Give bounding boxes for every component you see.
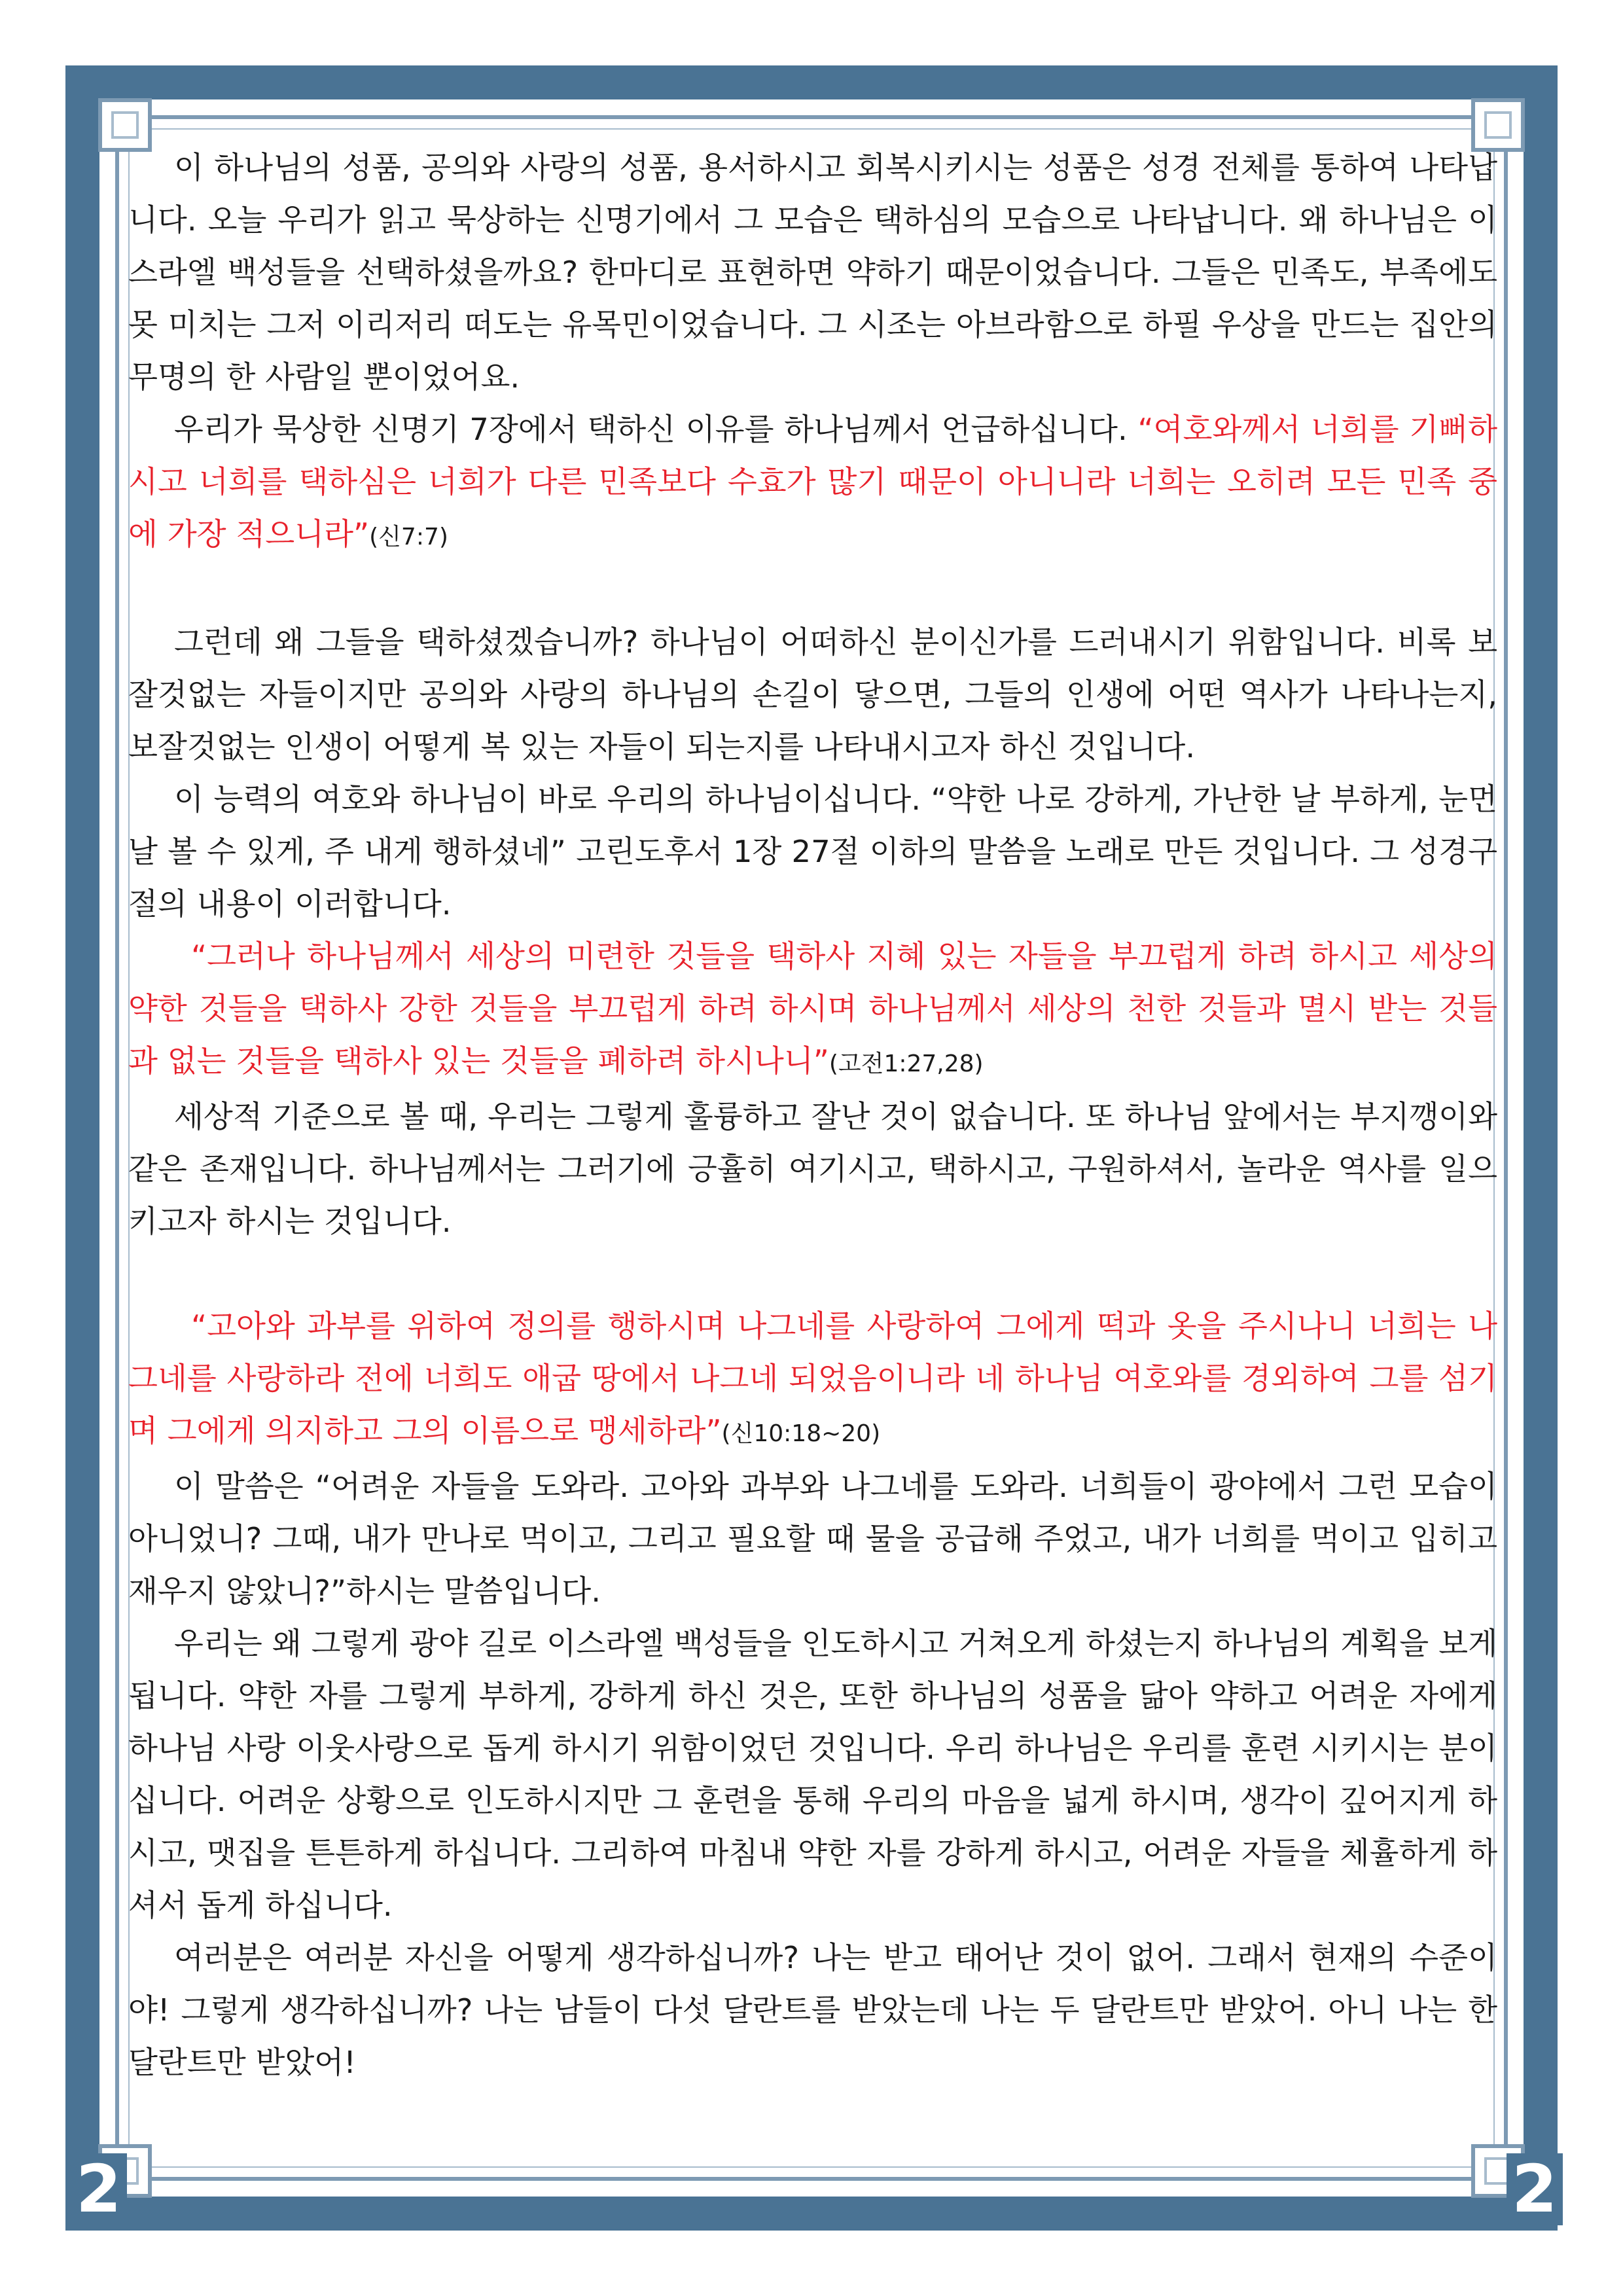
paragraph <box>128 403 1497 564</box>
scripture-reference: (신10:18~20) <box>721 1420 881 1447</box>
scripture-quote-block <box>128 930 1497 1090</box>
body-text <box>128 141 1497 2089</box>
paragraph: 세상적 기준으로 볼 때, 우리는 그렇게 훌륭하고 잘난 것이 없습니다. 또 하나님 앞에서는 부지깽이와 같은 존재입니다. 하나님께서는 그러기에 긍휼히 여기시고, 택하시고, 구원하셔서, 놀라운 역사를 일으키고자 하시는 것입니다. <box>128 1099 1497 1239</box>
scripture-reference: (신7:7) <box>369 524 448 550</box>
scripture-quote: “여호와께서 너희를 기뻐하시고 너희를 택하심은 너희가 다른 민족보다 수효가 많기 때문이 아니니라 너희는 오히려 모든 민족 중에 가장 적으니라” <box>128 412 1498 552</box>
scripture-quote: “그러나 하나님께서 세상의 미련한 것들을 택하사 지혜 있는 자들을 부끄럽게 하려 하시고 세상의 약한 것들을 택하사 강한 것들을 부끄럽게 하려 하시며 하나님께서 세상의 천한 것들과 멸시 받는 것들과 없는 것들을 택하사 있는 것들을 폐하려 하시나니” <box>128 939 1497 1079</box>
scripture-quote-block <box>128 1300 1497 1460</box>
paragraph: 이 하나님의 성품, 공의와 사랑의 성품, 용서하시고 회복시키시는 성품은 성경 전체를 통하여 나타납니다. 오늘 우리가 읽고 묵상하는 신명기에서 그 모습은 택하심의 모습으로 나타납니다. 왜 하나님은 이스라엘 백성들을 선택하셨을까요? 한마디로 표현하면 약하기 때문이었습니다. 그들은 민족도, 부족에도 못 미치는 그저 이리저리 떠도는 유목민이었습니다. 그 시조는 아브라함으로 하필 우상을 만드는 집안의 무명의 한 사람일 뿐이었어요. <box>128 150 1497 395</box>
page-number-right: 2 <box>1507 2153 1563 2225</box>
paragraph: 우리는 왜 그렇게 광야 길로 이스라엘 백성들을 인도하시고 거쳐오게 하셨는지 하나님의 계획을 보게 됩니다. 약한 자를 그렇게 부하게, 강하게 하신 것은, 또한 하나님의 성품을 닮아 약하고 어려운 자에게 하나님 사랑 이웃사랑으로 돕게 하시기 위함이었던 것입니다. 우리 하나님은 우리를 훈련 시키시는 분이십니다. 어려운 상황으로 인도하시지만 그 훈련을 통해 우리의 마음을 넓게 하시며, 생각이 깊어지게 하시고, 맷집을 튼튼하게 하십니다. 그리하여 마침내 약한 자를 강하게 하시고, 어려운 자들을 체휼하게 하셔서 돕게 하십니다. <box>128 1626 1497 1923</box>
scripture-quote: “고아와 과부를 위하여 정의를 행하시며 나그네를 사랑하여 그에게 떡과 옷을 주시나니 너희는 나그네를 사랑하라 전에 너희도 애굽 땅에서 나그네 되었음이니라 네 하나님 여호와를 경외하여 그를 섬기며 그에게 의지하고 그의 이름으로 맹세하라” <box>128 1308 1497 1448</box>
page-number-left: 2 <box>71 2153 127 2225</box>
paragraph-gap <box>128 564 1497 616</box>
paragraph: 그런데 왜 그들을 택하셨겠습니까? 하나님이 어떠하신 분이신가를 드러내시기 위함입니다. 비록 보잘것없는 자들이지만 공의와 사랑의 하나님의 손길이 닿으면, 그들의 인생에 어떤 역사가 나타나는지, 보잘것없는 인생이 어떻게 복 있는 자들이 되는지를 나타내시고자 하신 것입니다. <box>128 624 1497 764</box>
paragraph-text: 우리가 묵상한 신명기 7장에서 택하신 이유를 하나님께서 언급하십니다. <box>174 412 1138 447</box>
paragraph: 여러분은 여러분 자신을 어떻게 생각하십니까? 나는 받고 태어난 것이 없어. 그래서 현재의 수준이야! 그렇게 생각하십니까? 나는 남들이 다섯 달란트를 받았는데 나는 두 달란트만 받았어. 아니 나는 한 달란트만 받았어! <box>128 1940 1497 2080</box>
paragraph: 이 능력의 여호와 하나님이 바로 우리의 하나님이십니다. “약한 나로 강하게, 가난한 날 부하게, 눈먼 날 볼 수 있게, 주 내게 행하셨네” 고린도후서 1장 27절 이하의 말씀을 노래로 만든 것입니다. 그 성경구절의 내용이 이러합니다. <box>128 781 1497 922</box>
paragraph-gap <box>128 1247 1497 1300</box>
paragraph: 이 말씀은 “어려운 자들을 도와라. 고아와 과부와 나그네를 도와라. 너희들이 광야에서 그런 모습이 아니었니? 그때, 내가 만나로 먹이고, 그리고 필요할 때 물을 공급해 주었고, 내가 너희를 먹이고 입히고 재우지 않았니?”하시는 말씀입니다. <box>128 1469 1497 1609</box>
scripture-reference: (고전1:27,28) <box>829 1050 984 1077</box>
